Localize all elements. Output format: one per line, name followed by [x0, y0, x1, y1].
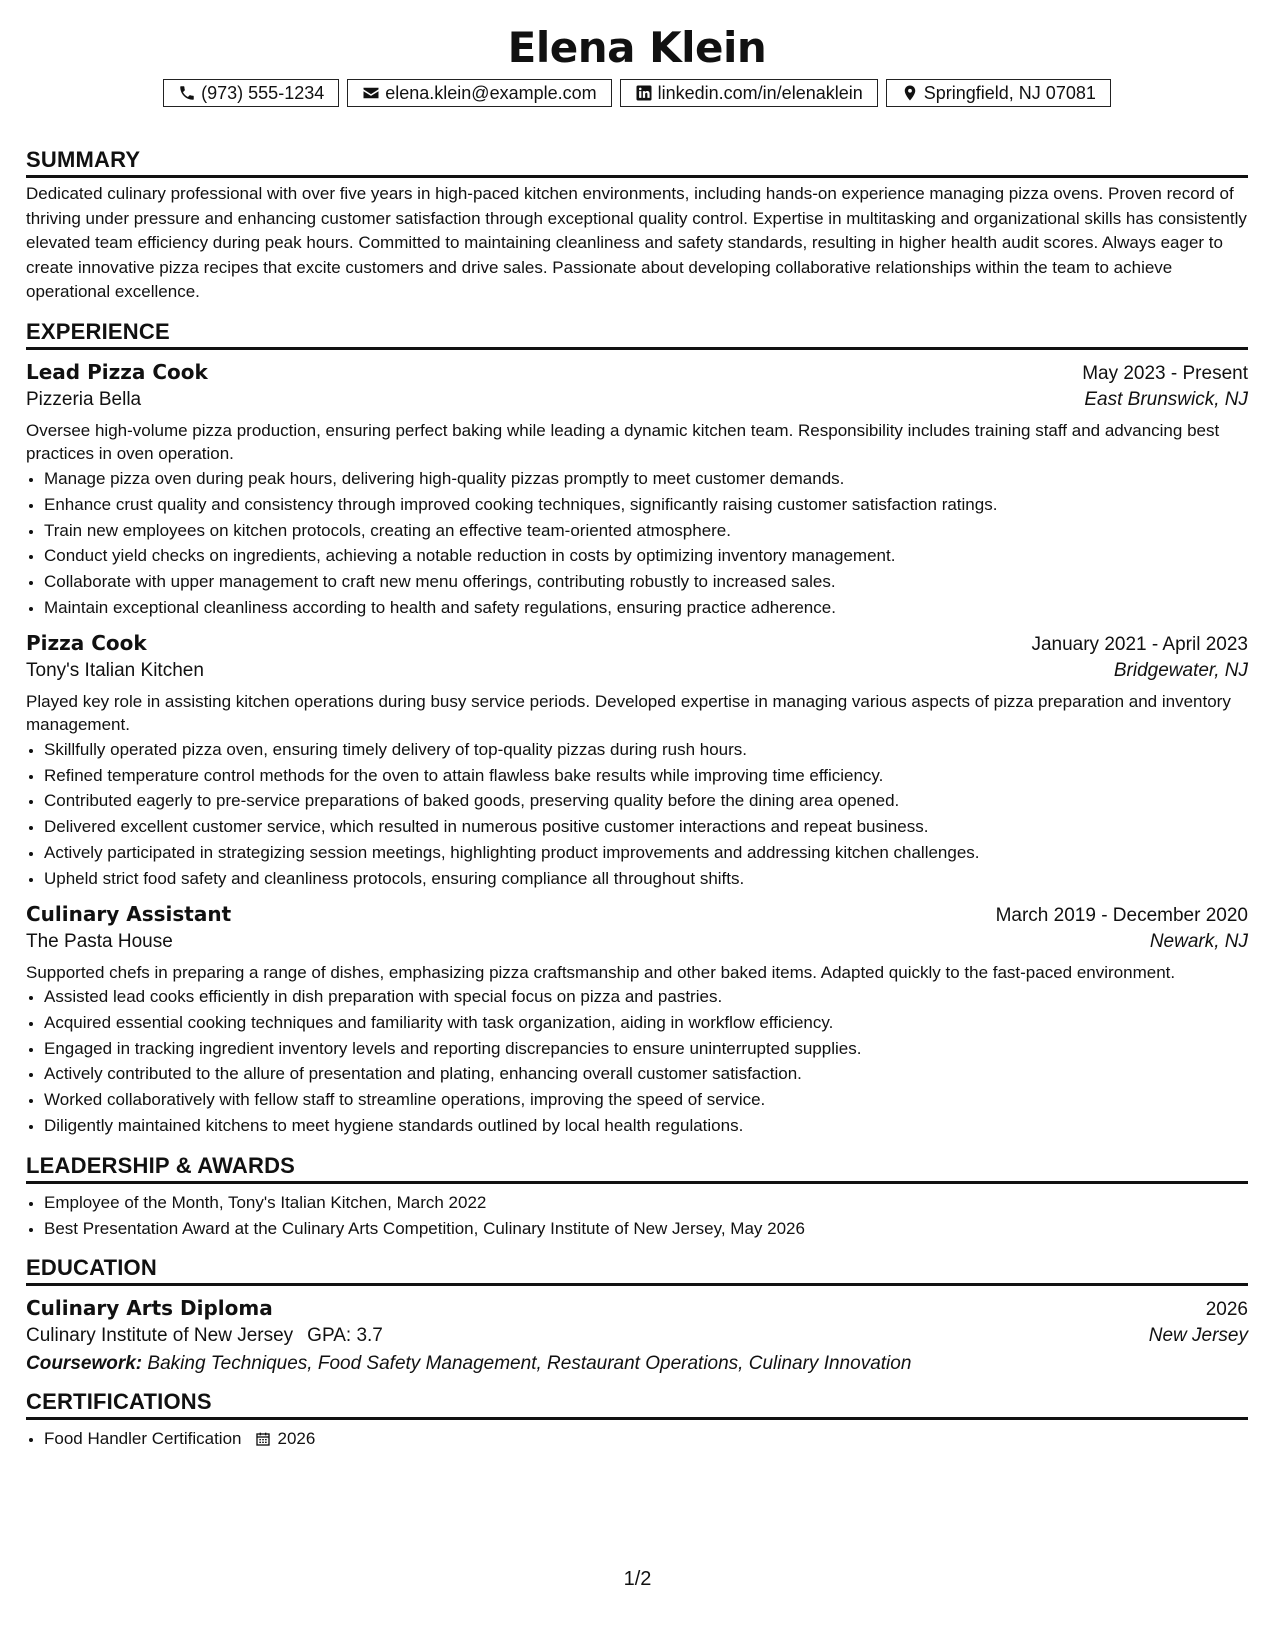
- job-bullet: • Engaged in tracking ingredient inventory levels and reporting discrepancies to ensure uninterrupted supplies.: [44, 1036, 1248, 1062]
- linkedin-icon: [635, 84, 653, 102]
- coursework-list: Baking Techniques, Food Safety Management, Restaurant Operations, Culinary Innovation: [147, 1353, 912, 1375]
- job-bullet: • Maintain exceptional cleanliness according to health and safety regulations, ensuring practice adherence.: [44, 595, 1248, 621]
- linkedin-text: linkedin.com/in/elenaklein: [657, 82, 863, 103]
- job-bullet: • Collaborate with upper management to craft new menu offerings, contributing robustly to increased sales.: [44, 569, 1248, 595]
- job-description: Supported chefs in preparing a range of dishes, emphasizing pizza craftsmanship and other baked items. Adapted quickly to the fast-paced environment.: [26, 962, 1176, 982]
- certifications-section: [26, 1389, 1248, 1452]
- certification-item: [44, 1426, 1248, 1452]
- job-bullet: • Actively participated in strategizing session meetings, highlighting product improvements and addressing kitchen challenges.: [44, 840, 1248, 866]
- education-section: [26, 1255, 1248, 1375]
- job-bullet: • Delivered excellent customer service, which resulted in numerous positive customer interactions and repeat business.: [44, 814, 1248, 840]
- coursework-label: Coursework:: [26, 1353, 143, 1375]
- job-description: Played key role in assisting kitchen operations during busy service periods. Developed expertise in managing various aspects of pizza preparation and inventory management.: [26, 691, 1231, 735]
- envelope-icon: [362, 84, 380, 102]
- job-entry: [26, 902, 1248, 1139]
- job-dates: March 2019 - December 2020: [995, 904, 1248, 926]
- contact-bar: [26, 79, 1248, 107]
- certifications-heading: CERTIFICATIONS: [26, 1389, 212, 1415]
- map-pin-icon: [901, 84, 919, 102]
- degree-name: Culinary Arts Diploma: [26, 1296, 273, 1321]
- gpa: GPA: 3.7: [307, 1325, 383, 1347]
- job-location: Bridgewater, NJ: [1113, 659, 1248, 681]
- experience-heading: EXPERIENCE: [26, 318, 170, 344]
- job-bullet: • Enhance crust quality and consistency through improved cooking techniques, significantly raising customer satisfaction ratings.: [44, 492, 1248, 518]
- company-name: The Pasta House: [26, 930, 173, 952]
- phone-icon: [178, 84, 196, 102]
- section-divider: [26, 1417, 1248, 1420]
- job-bullet: • Upheld strict food safety and cleanliness protocols, ensuring compliance all throughout shifts.: [44, 866, 1248, 892]
- job-description: Oversee high-volume pizza production, ensuring perfect baking while leading a dynamic kitchen team. Responsibility includes training staff and advancing best practices in oven operation.: [26, 420, 1220, 464]
- job-bullet: • Skillfully operated pizza oven, ensuring timely delivery of top-quality pizzas during rush hours.: [44, 737, 1248, 763]
- job-bullet: • Contributed eagerly to pre-service preparations of baked goods, preserving quality before the dining area opened.: [44, 788, 1248, 814]
- job-location: East Brunswick, NJ: [1084, 388, 1248, 410]
- candidate-name: Elena Klein: [507, 23, 767, 72]
- email-text: elena.klein@example.com: [385, 82, 597, 103]
- company-name: Pizzeria Bella: [26, 388, 142, 410]
- job-bullet: • Assisted lead cooks efficiently in dish preparation with special focus on pizza and pastries.: [44, 984, 1248, 1010]
- school-location: New Jersey: [1148, 1325, 1248, 1347]
- job-location: Newark, NJ: [1149, 930, 1248, 952]
- job-bullets: [26, 466, 1248, 621]
- section-divider: [26, 175, 1248, 178]
- job-dates: May 2023 - Present: [1082, 362, 1248, 384]
- job-bullet: • Refined temperature control methods for the oven to attain flawless bake results while improving time efficiency.: [44, 763, 1248, 789]
- job-title: Pizza Cook: [26, 630, 147, 655]
- job-title: Lead Pizza Cook: [26, 359, 208, 384]
- awards-list: [26, 1190, 1248, 1242]
- coursework: [26, 1353, 1248, 1375]
- job-title: Culinary Assistant: [26, 901, 232, 926]
- job-bullet: • Manage pizza oven during peak hours, delivering high-quality pizzas promptly to meet customer demands.: [44, 466, 1248, 492]
- experience-section: [26, 319, 1248, 1139]
- job-entry: [26, 631, 1248, 892]
- job-bullet: • Train new employees on kitchen protocols, creating an effective team-oriented atmosphere.: [44, 518, 1248, 544]
- job-bullet: • Conduct yield checks on ingredients, achieving a notable reduction in costs by optimizing inventory management.: [44, 543, 1248, 569]
- leadership-section: [26, 1153, 1248, 1242]
- resume-page: [26, 0, 1248, 1452]
- job-bullet: • Actively contributed to the allure of presentation and plating, enhancing overall customer satisfaction.: [44, 1061, 1248, 1087]
- job-dates: January 2021 - April 2023: [1031, 633, 1248, 655]
- contact-phone[interactable]: [163, 79, 339, 107]
- award-item: • Employee of the Month, Tony's Italian Kitchen, March 2022: [44, 1190, 1248, 1216]
- graduation-year: 2026: [1205, 1299, 1248, 1321]
- job-bullet: • Diligently maintained kitchens to meet hygiene standards outlined by local health regulations.: [44, 1113, 1248, 1139]
- company-name: Tony's Italian Kitchen: [26, 659, 204, 681]
- location-text: Springfield, NJ 07081: [923, 82, 1096, 103]
- job-bullet: • Worked collaboratively with fellow staff to streamline operations, improving the speed of service.: [44, 1087, 1248, 1113]
- section-divider: [26, 1181, 1248, 1184]
- summary-text: Dedicated culinary professional with over five years in high-paced kitchen environments, including hands-on experience managing pizza ovens. Proven record of thriving under pressure and enhancing customer satisfaction through exceptional quality control. Expertise in multitasking and organizational skills has consistently elevated team efficiency during peak hours. Committed to maintaining cleanliness and safety standards, resulting in higher health audit scores. Always eager to create innovative pizza recipes that excite customers and drive sales. Passionate about developing collaborative relationships within the team to achieve operational excellence.: [26, 184, 1247, 302]
- certification-date: 2026: [277, 1429, 316, 1449]
- education-heading: EDUCATION: [26, 1255, 157, 1281]
- leadership-heading: LEADERSHIP & AWARDS: [26, 1152, 296, 1178]
- job-bullet: • Acquired essential cooking techniques and familiarity with task organization, aiding in workflow efficiency.: [44, 1010, 1248, 1036]
- job-bullets: [26, 737, 1248, 892]
- section-divider: [26, 347, 1248, 350]
- calendar-icon: [255, 1431, 271, 1447]
- certifications-list: [26, 1426, 1248, 1452]
- contact-email[interactable]: [347, 79, 611, 107]
- contact-location[interactable]: [886, 79, 1111, 107]
- job-bullets: [26, 984, 1248, 1139]
- award-item: • Best Presentation Award at the Culinary Arts Competition, Culinary Institute of New Jersey, May 2026: [44, 1216, 1248, 1242]
- school-name: Culinary Institute of New Jersey: [26, 1325, 294, 1347]
- phone-text: (973) 555-1234: [201, 82, 325, 103]
- job-entry: [26, 360, 1248, 621]
- certification-name: • Food Handler Certification: [44, 1429, 242, 1449]
- page-number: 1/2: [623, 1568, 652, 1590]
- section-divider: [26, 1283, 1248, 1286]
- summary-heading: SUMMARY: [26, 147, 141, 172]
- contact-linkedin[interactable]: [620, 79, 878, 107]
